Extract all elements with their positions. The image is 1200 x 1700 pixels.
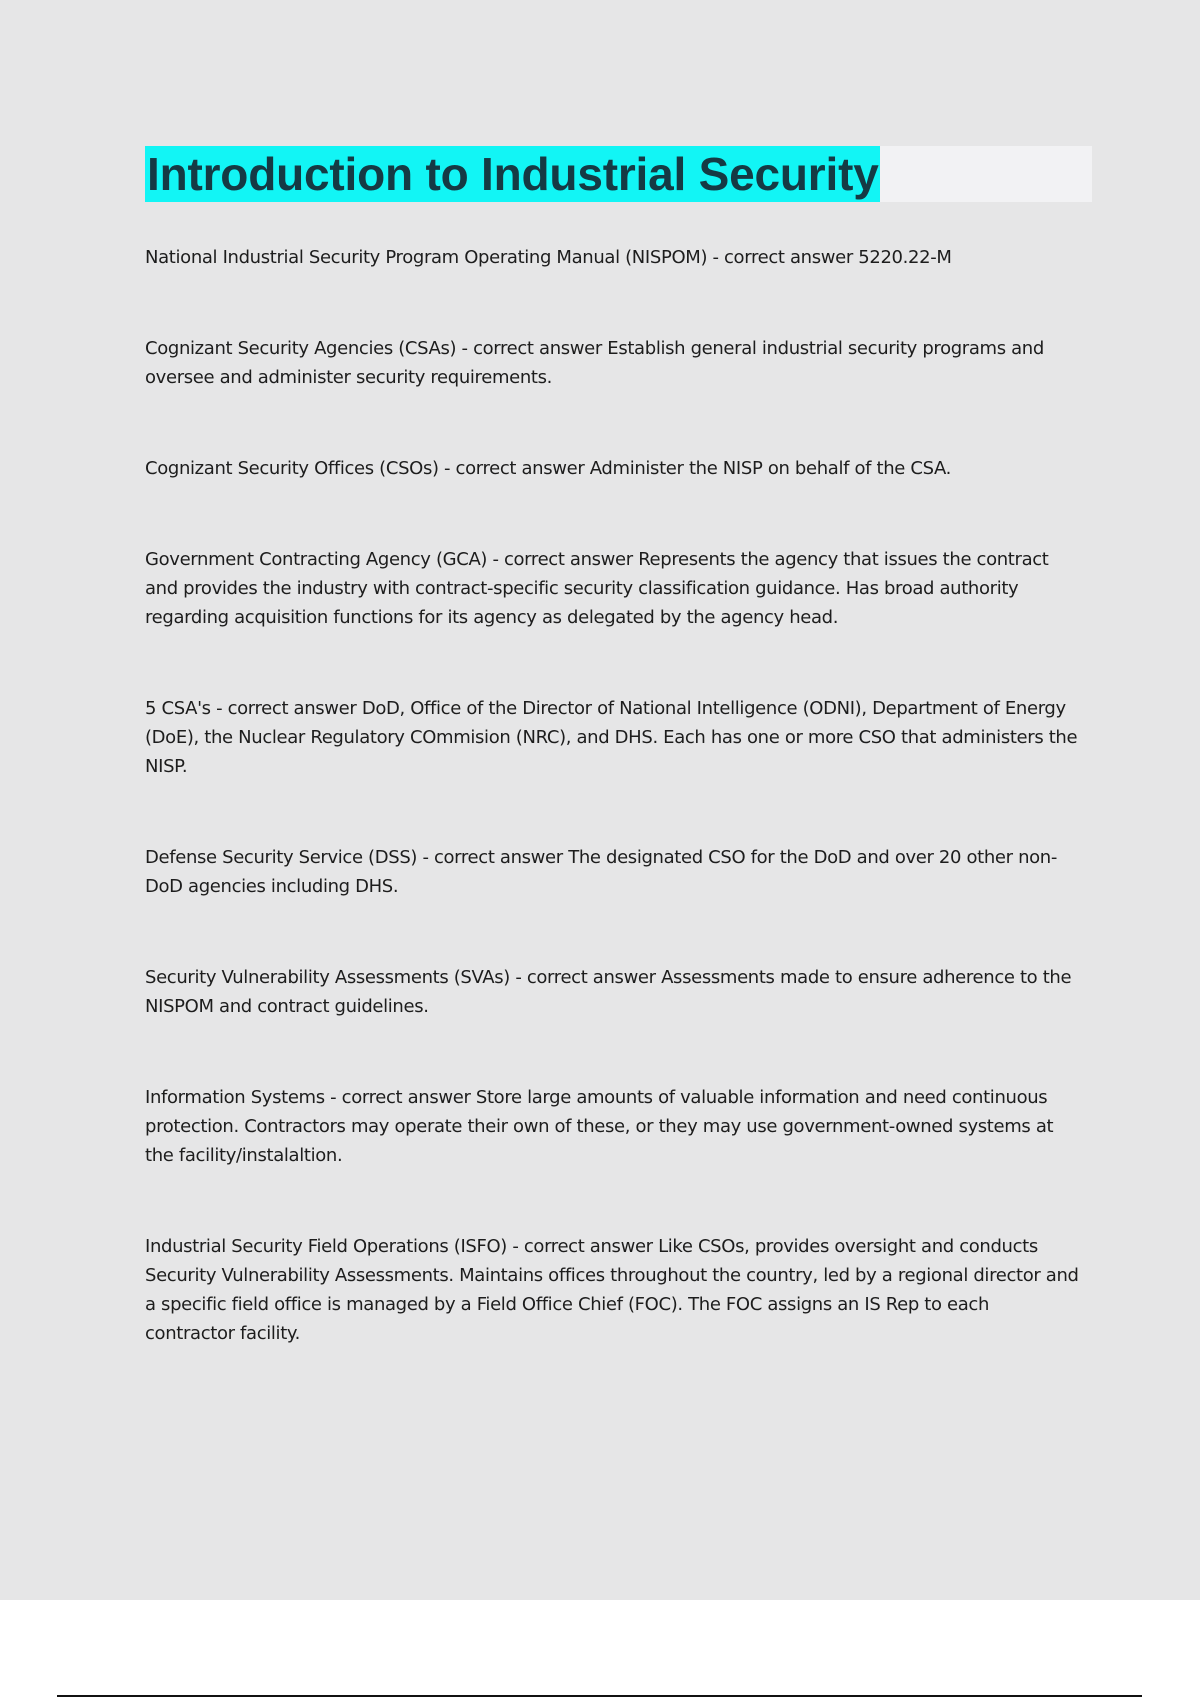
qa-entry: Defense Security Service (DSS) - correct answer The designated CSO for the DoD and over 20 other non-DoD agencies including DHS. [145, 847, 1058, 897]
qa-entry: Cognizant Security Offices (CSOs) - correct answer Administer the NISP on behalf of the CSA. [145, 458, 951, 479]
qa-entry: 5 CSA's - correct answer DoD, Office of the Director of National Intelligence (ODNI), Department of Energy (DoE), the Nuclear Regulatory COmmision (NRC), and DHS. Each has one or more CSO that administers the NISP. [145, 698, 1078, 777]
qa-entry-list [145, 243, 1080, 1348]
qa-entry: Government Contracting Agency (GCA) - correct answer Represents the agency that issues the contract and provides the industry with contract-specific security classification guidance. Has broad authority regarding acquisition functions for its agency as delegated by the agency head. [145, 549, 1049, 628]
qa-entry: National Industrial Security Program Operating Manual (NISPOM) - correct answer 5220.22-M [145, 247, 952, 268]
qa-entry: Security Vulnerability Assessments (SVAs) - correct answer Assessments made to ensure adherence to the NISPOM and contract guidelines. [145, 967, 1072, 1017]
qa-entry: Cognizant Security Agencies (CSAs) - correct answer Establish general industrial security programs and oversee and administer security requirements. [145, 338, 1044, 388]
document-title: Introduction to Industrial Security [147, 148, 879, 200]
footer-rule [57, 1695, 1142, 1697]
qa-entry: Information Systems - correct answer Store large amounts of valuable information and need continuous protection. Contractors may operate their own of these, or they may use government-owned systems at the facility/instalaltion. [145, 1087, 1054, 1166]
qa-entry: Industrial Security Field Operations (ISFO) - correct answer Like CSOs, provides oversight and conducts Security Vulnerability Assessments. Maintains offices throughout the country, led by a regional director and a specific field office is managed by a Field Office Chief (FOC). The FOC assigns an IS Rep to each contractor facility. [145, 1236, 1079, 1344]
